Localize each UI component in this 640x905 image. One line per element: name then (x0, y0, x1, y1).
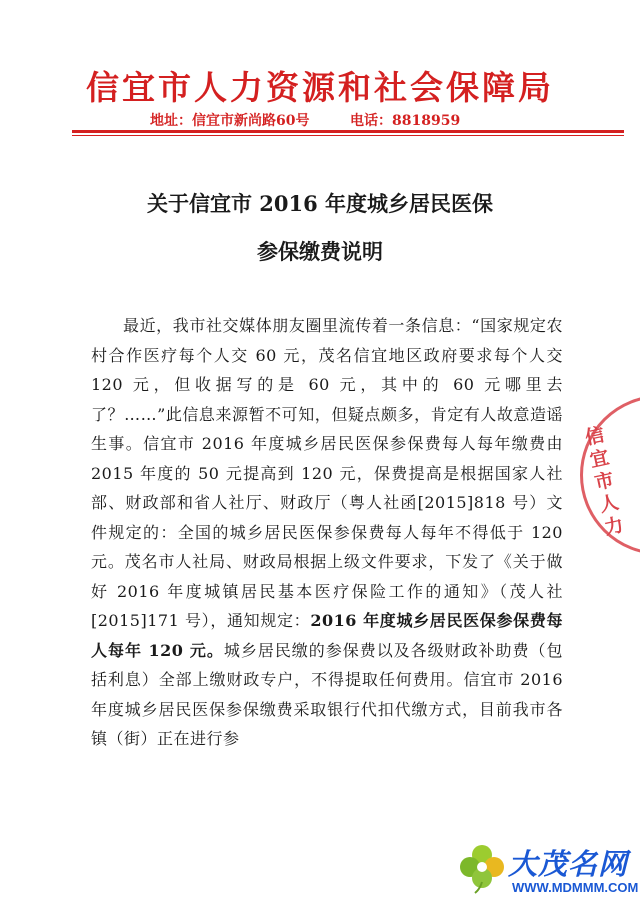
site-watermark (458, 838, 640, 905)
letterhead-title: 信宜市人力资源和社会保障局 (86, 68, 554, 107)
watermark-site-name: 大茂名网 (508, 849, 629, 881)
letterhead-address: 地址：信宜市新尚路60号 (150, 113, 310, 129)
clover-logo-icon (458, 842, 506, 894)
body-text-part1: 最近，我市社交媒体朋友圈里流传着一条信息：“国家规定农村合作医疗每个人交 60 元，茂名信宜地区政府要求每个人交 120 元，但收据写的是 60 元，其中的 60 元哪里去了？……”此信息来源暂不可知，但疑点颇多，肯定有人故意造谣生事。信宜市 2016 年度城乡居民医保参保费每人每年缴费由 2015 年度的 50 元提高到 120 元，保费提高是根据国家人社部、财政部和省人社厅、财政厅（粤人社函[2015]818 号）文件规定的：全国的城乡居民医保参保费每人每年不得低于 120 元。茂名市人社局、财政局根据上级文件要求，下发了《关于做好 2016 年度城镇居民基本医疗保险工作的通知》（茂人社[2015]171 号），通知规定： (91, 316, 563, 630)
watermark-url[interactable]: WWW.MDMMM.COM (512, 880, 639, 895)
letterhead-rule-thick (72, 130, 624, 133)
letterhead-rule-thin (72, 135, 624, 136)
document-title-line1: 关于信宜市 2016 年度城乡居民医保 (146, 191, 494, 216)
body-text-part2: 城乡居民缴的参保费以及各级财政补助费（包括利息）全部上缴财政专户，不得提取任何费用。信宜市 2016 年度城乡居民医保参保缴费采取银行代扣代缴方式，目前我市各镇（街）正在进行参 (91, 640, 563, 748)
document-body (91, 311, 563, 754)
document-title-line2: 参保缴费说明 (257, 239, 383, 264)
letterhead-phone: 电话：8818959 (350, 113, 461, 129)
official-seal-text: 信宜市人力 (580, 424, 626, 542)
body-text-bold: 2016 年度城乡居民医保参保费每人每年 120 元。 (91, 611, 563, 660)
